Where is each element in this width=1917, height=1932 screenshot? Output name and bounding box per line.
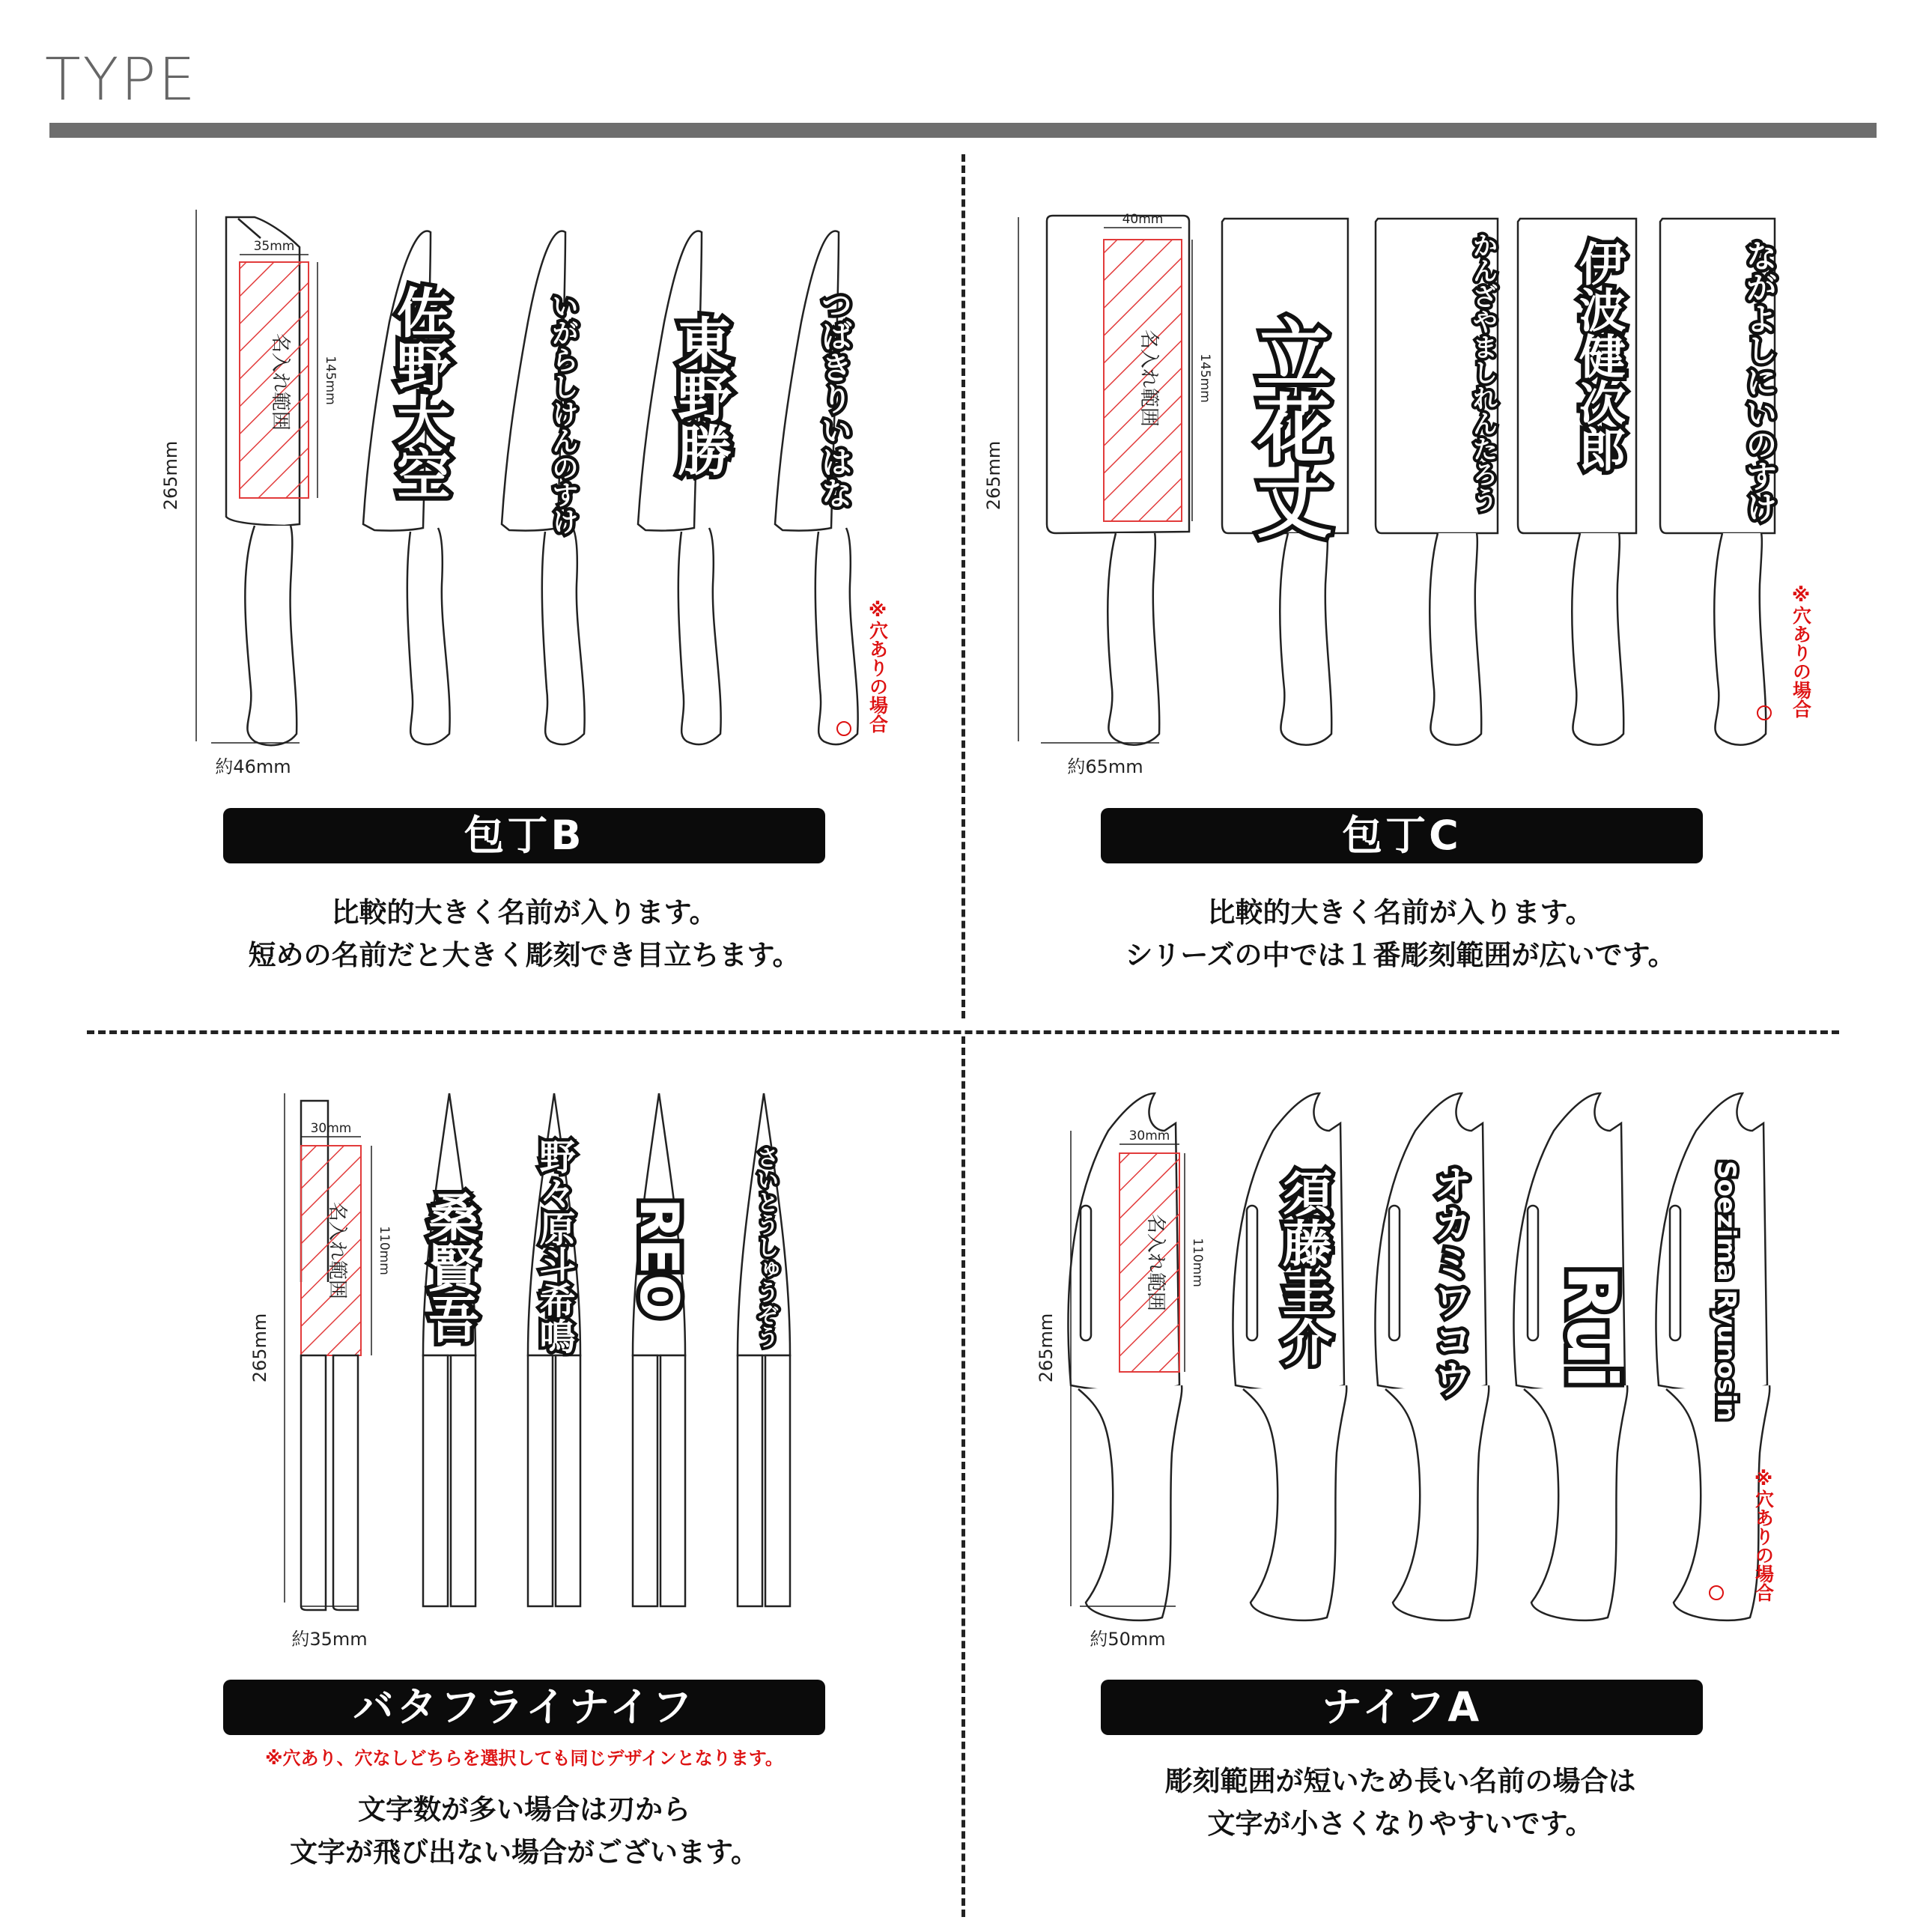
sample-cleaver-4 [1660,219,1812,745]
sample-knife-a-4 [1656,1093,1775,1620]
sample-name-4: さいとうしゅうぞう [752,1146,779,1348]
sample-name-3: REO [628,1198,690,1319]
hole-note: ※穴ありの場合 [1752,1468,1775,1602]
sample-knife-a-1 [1233,1093,1347,1620]
section-title-banner: バタフライナイフ [223,1680,825,1735]
sample-knife-2 [502,231,585,745]
sample-name-3: 伊波健次郎 [1571,240,1626,472]
area-height-label: 110mm [1190,1238,1205,1287]
width-label: 約65mm [1067,756,1143,777]
section-description [988,891,1812,976]
sample-knife-a-2 [1376,1093,1489,1620]
description-line-2: 文字が飛び出ない場合がございます。 [289,1836,759,1868]
knife-b-diagram [0,150,958,809]
design-note: ※穴あり、穴なしどちらを選択しても同じデザインとなります。 [265,1748,783,1769]
reference-knife-a [1069,1093,1182,1620]
sample-cleaver-2 [1376,219,1498,745]
area-width-label: 40mm [1122,212,1164,227]
width-label: 約46mm [215,756,291,777]
area-width-label: 30mm [310,1121,352,1136]
sample-name-1: 須藤圭介 [1274,1168,1332,1366]
engrave-area-label: 名入れ範囲 [269,332,291,431]
description-line-2: 短めの名前だと大きく彫刻でき目立ちます。 [248,939,800,971]
section-title-banner: 包丁C [1101,808,1703,863]
sample-name-4: Soezima Ryunosin [1711,1161,1741,1421]
section-description [112,891,936,976]
hole-note: ※穴ありの場合 [866,599,889,733]
engrave-area-label: 名入れ範囲 [1144,1213,1167,1312]
sample-knife-3 [638,231,732,745]
sample-knife-4 [775,231,889,745]
sample-name-3: 東野勝 [669,315,732,476]
area-height-label: 110mm [377,1226,392,1275]
sample-butterfly-2 [528,1093,580,1606]
sample-butterfly-1 [420,1093,479,1606]
sample-name-4: つばきりいはな [816,288,854,508]
description-line-1: 比較的大きく名前が入ります。 [1207,896,1594,929]
section-title-banner: 包丁B [223,808,825,863]
sample-cleaver-3 [1518,219,1636,745]
sample-name-3: Rui [1552,1266,1631,1389]
section-knife-c [958,150,1917,1033]
area-height-label: 145mm [1197,353,1212,403]
section-description [112,1788,936,1874]
area-width-label: 35mm [253,239,295,254]
height-label: 265mm [160,440,181,511]
heading-rule [49,123,1877,138]
reference-knife [226,217,309,745]
sample-name-2: 野々原斗希鳴 [533,1138,575,1354]
sample-cleaver-1 [1222,219,1348,745]
sample-name-1: 佐野大空 [388,285,451,500]
section-title-banner: ナイフA [1101,1680,1703,1735]
sample-name-1: 立花丈 [1244,315,1332,539]
sample-name-2: かんざやましれんたろう [1468,232,1498,512]
reference-butterfly [301,1101,361,1610]
knife-a-diagram [958,1048,1917,1707]
sample-name-4: ながよしにいのすけ [1741,240,1778,523]
knife-c-diagram [958,150,1917,809]
width-label: 約50mm [1090,1629,1166,1650]
sample-butterfly-3 [628,1093,690,1606]
height-label: 265mm [249,1313,270,1383]
description-line-1: 比較的大きく名前が入ります。 [331,896,717,929]
sample-butterfly-4 [738,1093,790,1606]
description-line-2: シリーズの中では１番彫刻範囲が広いです。 [1125,939,1676,971]
area-width-label: 30mm [1128,1128,1170,1143]
sample-knife-1 [363,231,451,745]
sample-name-2: いがらしけんのすけ [547,292,579,535]
page-heading: TYPE [45,46,198,114]
description-line-2: 文字が小さくなりやすいです。 [1207,1808,1594,1840]
sample-knife-a-3 [1514,1093,1631,1620]
section-butterfly-knife [0,1048,958,1932]
height-label: 265mm [983,440,1004,511]
sample-name-1: 桑賢吾 [419,1191,479,1343]
engrave-area-label: 名入れ範囲 [326,1201,348,1300]
sample-name-2: オカミワコウ [1427,1164,1471,1398]
hole-note: ※穴ありの場合 [1790,584,1812,718]
description-line-1: 文字数が多い場合は刃から [358,1793,690,1826]
engrave-area-label: 名入れ範囲 [1137,329,1160,428]
butterfly-diagram [0,1048,958,1707]
reference-cleaver [1047,216,1189,745]
height-label: 265mm [1036,1313,1057,1383]
area-height-label: 145mm [323,356,338,405]
section-knife-b [0,150,958,1033]
section-knife-a [958,1048,1917,1932]
description-line-1: 彫刻範囲が短いため長い名前の場合は [1164,1765,1636,1797]
section-description [988,1760,1812,1845]
width-label: 約35mm [291,1629,368,1650]
